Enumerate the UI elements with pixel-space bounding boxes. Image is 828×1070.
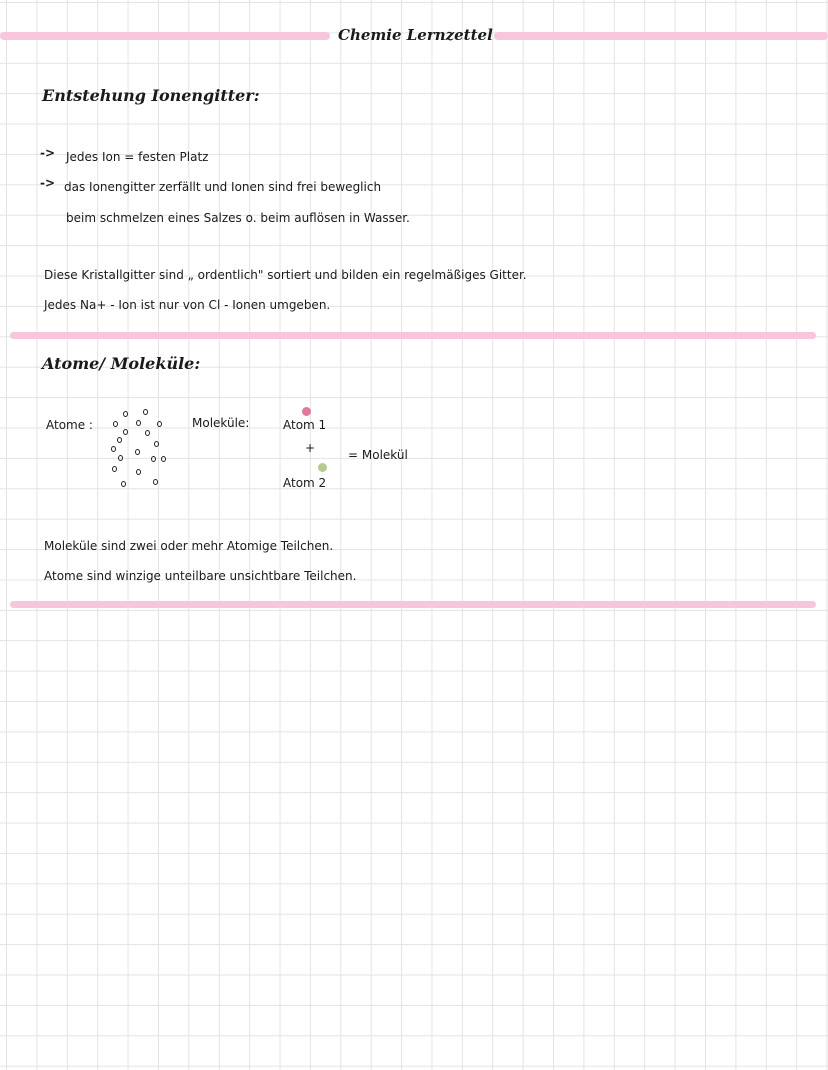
title-highlight-left: [0, 32, 330, 40]
atom-ring: [113, 421, 118, 427]
atom-ring: [145, 430, 150, 436]
bullet-continuation: beim schmelzen eines Salzes o. beim auflösen in Wasser.: [66, 211, 410, 225]
title-highlight-right: [494, 32, 828, 40]
atom-ring: [123, 411, 128, 417]
atom-ring: [136, 420, 141, 426]
plus-sign: +: [305, 441, 316, 455]
atom1-label: Atom 1: [283, 418, 327, 432]
page-title: Chemie Lernzettel: [338, 26, 493, 44]
paragraph-line: Diese Kristallgitter sind „ ordentlich" sortiert und bilden ein regelmäßiges Gitter.: [44, 268, 527, 282]
atom-ring: [135, 449, 140, 455]
section-divider: [10, 332, 816, 339]
molecule-sentence: Moleküle sind zwei oder mehr Atomige Teilchen.: [44, 539, 334, 553]
section-divider: [10, 601, 816, 608]
atom-ring: [123, 429, 128, 435]
atom-ring: [118, 455, 123, 461]
section-heading-ionengitter: Entstehung Ionengitter:: [42, 86, 260, 105]
atom-ring: [154, 441, 159, 447]
section-heading-atome: Atome/ Moleküle:: [42, 354, 201, 373]
bullet-arrow: ->: [40, 146, 56, 160]
bullet-arrow: ->: [40, 176, 56, 190]
atom1-dot: [302, 407, 311, 416]
atom-ring: [136, 469, 141, 475]
atom-ring: [121, 481, 126, 487]
atom-sentence: Atome sind winzige unteilbare unsichtbare Teilchen.: [44, 569, 357, 583]
atom-ring: [117, 437, 122, 443]
atom2-dot: [318, 463, 327, 472]
bullet-text: Jedes Ion = festen Platz: [66, 150, 209, 164]
atom-ring: [151, 456, 156, 462]
atoms-label: Atome :: [46, 418, 93, 432]
bullet-text: das Ionengitter zerfällt und Ionen sind frei beweglich: [64, 180, 382, 194]
paragraph-line: Jedes Na+ - Ion ist nur von Cl - Ionen umgeben.: [44, 298, 331, 312]
atom-ring: [161, 456, 166, 462]
atom-ring: [143, 409, 148, 415]
atom-ring: [111, 446, 116, 452]
atom2-label: Atom 2: [283, 476, 327, 490]
molecules-label: Moleküle:: [192, 416, 250, 430]
atom-ring: [112, 466, 117, 472]
atom-ring: [153, 479, 158, 485]
molecule-result: = Molekül: [348, 448, 408, 462]
atom-ring: [157, 421, 162, 427]
